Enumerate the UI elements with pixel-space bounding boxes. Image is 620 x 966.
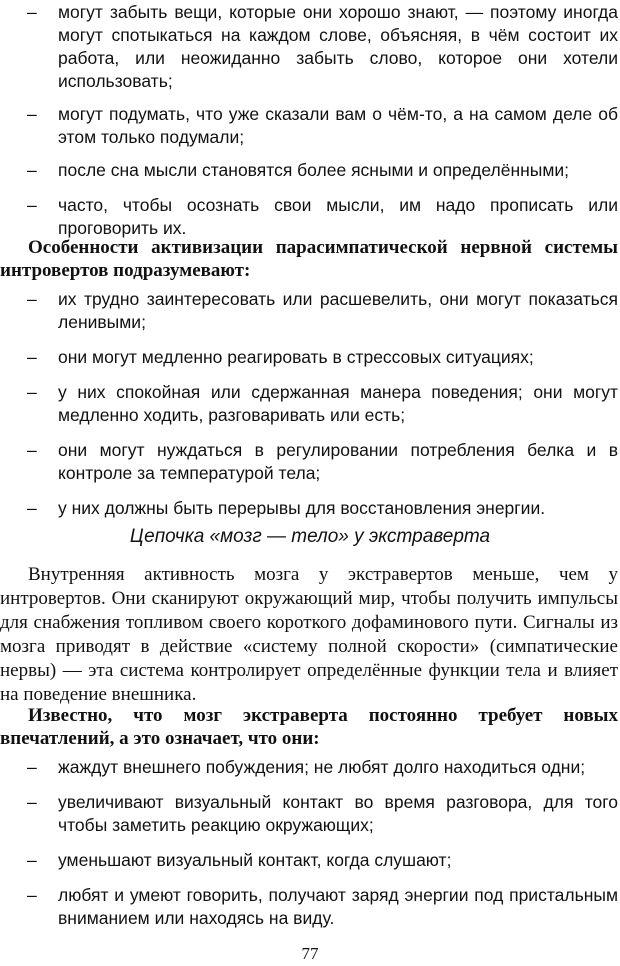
dash-marker: –: [27, 289, 37, 309]
list-item: – могут подумать, что уже сказали вам о чём-то, а на самом деле об этом только подумали;: [27, 104, 618, 147]
dash-marker: –: [27, 195, 37, 215]
list-item: – уменьшают визуальный контакт, когда слушают;: [27, 850, 452, 870]
list-item: – они могут нуждаться в регулировании потребления белка и в контроле за температурой тела;: [27, 440, 618, 483]
extravert-features-intro: [0, 704, 620, 750]
dash-marker: –: [27, 382, 37, 402]
bold-paragraph: Особенности активизации парасимпатической нервной системы интровертов подразумевают:: [0, 237, 618, 281]
bold-paragraph: Известно, что мозг экстраверта постоянно требует новых впечатлений, а это означает, что они:: [0, 705, 618, 749]
introvert-features-list: [0, 288, 620, 520]
body-paragraph: Внутренняя активность мозга у экстравертов меньше, чем у интровертов. Они сканируют окружающий мир, чтобы получить импульсы для снабжения топливом своего короткого дофаминового пути. Сигналы из мозга приводят в действие «систему полной скорости» (симпатические нервы) — эта система контролирует определённые функции тела и влияет на поведение внешника.: [0, 564, 618, 705]
section-title: Цепочка «мозг — тело» у экстраверта: [129, 526, 491, 547]
dash-marker: –: [27, 757, 37, 777]
dash-marker: –: [27, 2, 37, 22]
list-item: – после сна мысли становятся более ясными и определёнными;: [27, 160, 570, 180]
list-item: – часто, чтобы осознать свои мысли, им надо прописать или проговорить их.: [27, 195, 618, 238]
dash-marker: –: [27, 347, 37, 367]
dash-marker: –: [27, 792, 37, 812]
list-item: – жаждут внешнего побуждения; не любят долго находиться одни;: [27, 757, 586, 777]
dash-marker: –: [27, 440, 37, 460]
list-item: – их трудно заинтересовать или расшевелить, они могут показаться ленивыми;: [27, 289, 618, 332]
list-item: – любят и умеют говорить, получают заряд энергии под пристальным вниманием или находясь на виду.: [27, 885, 618, 928]
extravert-features-list: [0, 756, 620, 930]
page-number: 77: [301, 944, 319, 963]
list-item: – могут забыть вещи, которые они хорошо знают, — поэтому иногда могут спотыкаться на каждом слове, объясняя, в чём состоит их работа, или неожиданно забыть слово, которое они хотели использовать;: [27, 2, 618, 91]
dash-marker: –: [27, 885, 37, 905]
section-heading: [0, 526, 620, 548]
dash-marker: –: [27, 850, 37, 870]
dash-marker: –: [27, 160, 37, 180]
list-continuation: [0, 1, 620, 240]
list-item: – у них должны быть перерывы для восстановления энергии.: [27, 498, 546, 518]
extravert-body-text: [0, 563, 620, 707]
list-item: – увеличивают визуальный контакт во время разговора, для того чтобы заметить реакцию окружающих;: [27, 792, 618, 835]
dash-marker: –: [27, 498, 37, 518]
list-item: – они могут медленно реагировать в стрессовых ситуациях;: [27, 347, 534, 367]
dash-marker: –: [27, 104, 37, 124]
list-item: – у них спокойная или сдержанная манера поведения; они могут медленно ходить, разговаривать или есть;: [27, 382, 618, 425]
introvert-features-intro: [0, 236, 620, 282]
